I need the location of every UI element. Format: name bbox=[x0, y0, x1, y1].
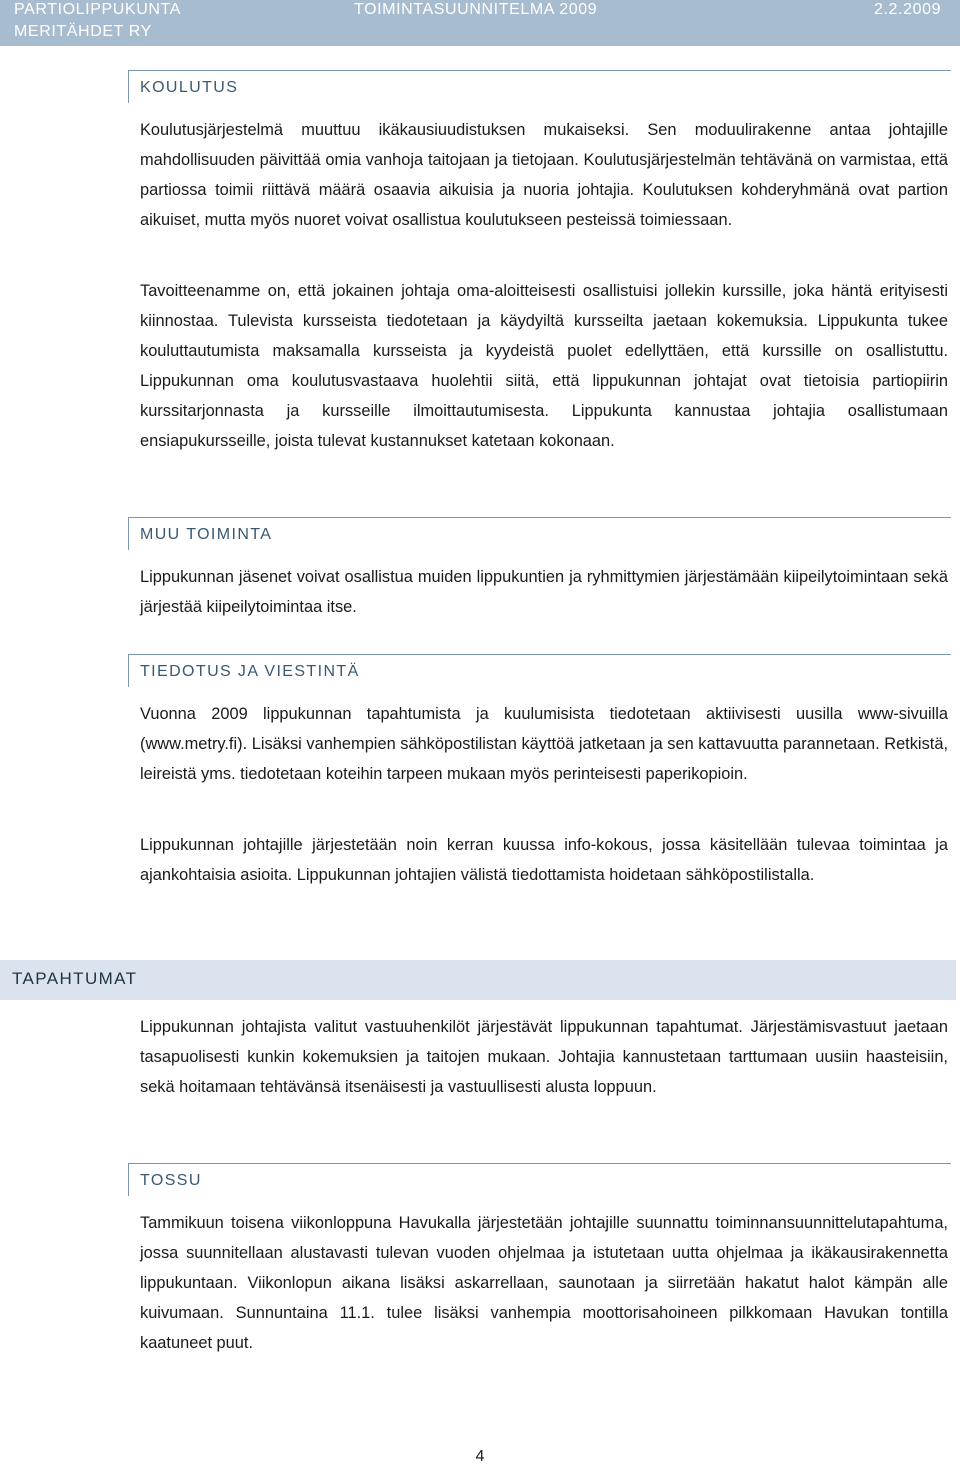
tiedotus-paragraph-2: Lippukunnan johtajille järjestetään noin kerran kuussa info-kokous, jossa käsitellään tulevaa toimintaa ja ajankohtaisia asioita. Lippukunnan johtajien välistä tiedottamista hoidetaan sähköpostilistalla. bbox=[140, 836, 948, 884]
tapahtumat-paragraph-1: Lippukunnan johtajista valitut vastuuhenkilöt järjestävät lippukunnan tapahtumat. Järjestämisvastuut jaetaan tasapuolisesti kunkin kokemuksien ja taitojen mukaan. Johtajia kannustetaan tarttumaan uusiin haasteisiin, sekä hoitamaan tehtävänsä itsenäisesti ja vastuullisesti alusta loppuun. bbox=[140, 1018, 948, 1096]
koulutus-paragraph-1: Koulutusjärjestelmä muuttuu ikäkausiuudistuksen mukaiseksi. Sen moduulirakenne antaa johtajille mahdollisuuden päivittää omia vanhoja taitojaan ja tietojaan. Koulutusjärjestelmän tehtävänä on varmistaa, että partiossa toimii riittävä määrä osaavia aikuisia ja nuoria johtajia. Koulutuksen kohderyhmänä ovat partion aikuiset, mutta myös nuoret voivat osallistua koulutukseen pesteissä toimiessaan. bbox=[140, 121, 948, 229]
muu-toiminta-paragraph-1: Lippukunnan jäsenet voivat osallistua muiden lippukuntien ja ryhmittymien järjestämään kiipeilytoimintaan sekä järjestää kiipeilytoimintaa itse. bbox=[140, 568, 948, 616]
header-org-line2: MERITÄHDET RY bbox=[14, 23, 152, 40]
section-title: MUU TOIMINTA bbox=[140, 526, 273, 543]
tossu-paragraph-1: Tammikuun toisena viikonloppuna Havukalla järjestetään johtajille suunnattu toiminnansuunnittelutapahtuma, jossa suunnitellaan alustavasti tulevan vuoden ohjelmaa ja istutetaan uutta ohjelmaa ja ikäkausirakennetta lippukuntaan. Viikonlopun aikana lisäksi askarrellaan, saunotaan ja siirretään hakatut halot kämpän alle kuivumaan. Sunnuntaina 11.1. tulee lisäksi vanhempia moottorisahoineen pilkkomaan Havukan tontilla kaatuneet puut. bbox=[140, 1214, 948, 1352]
section-title: TIEDOTUS JA VIESTINTÄ bbox=[140, 663, 360, 680]
page-header bbox=[0, 0, 960, 46]
section-title: TAPAHTUMAT bbox=[12, 969, 138, 988]
section-heading-tapahtumat bbox=[0, 960, 956, 1000]
section-heading-koulutus bbox=[128, 70, 951, 103]
tiedotus-paragraph-1: Vuonna 2009 lippukunnan tapahtumista ja kuulumisista tiedotetaan aktiivisesti uusilla www-sivuilla (www.metry.fi). Lisäksi vanhempien sähköpostilistan käyttöä jatketaan ja sen kattavuutta parannetaan. Retkistä, leireistä yms. tiedotetaan koteihin tarpeen mukaan myös perinteisesti paperikopioin. bbox=[140, 705, 948, 783]
header-org-line1: PARTIOLIPPUKUNTA bbox=[14, 1, 181, 18]
header-date: 2.2.2009 bbox=[874, 1, 942, 18]
section-heading-tiedotus bbox=[128, 654, 951, 687]
page-number: 4 bbox=[475, 1448, 485, 1465]
header-document-title: TOIMINTASUUNNITELMA 2009 bbox=[354, 1, 598, 18]
section-heading-tossu bbox=[128, 1163, 951, 1196]
koulutus-paragraph-2: Tavoitteenamme on, että jokainen johtaja oma-aloitteisesti osallistuisi jollekin kurssille, joka häntä erityisesti kiinnostaa. Tulevista kursseista tiedotetaan ja käydyiltä kursseilta jaetaan kokemuksia. Lippukunta tukee kouluttautumista maksamalla kursseista ja kyydeistä puolet edellyttäen, että kurssille on osallistuttu. Lippukunnan oma koulutusvastaava huolehtii siitä, että lippukunnan johtajat ovat tietoisia partiopiirin kurssitarjonnasta ja kursseille ilmoittautumisesta. Lippukunta kannustaa johtajia osallistumaan ensiapukursseille, joista tulevat kustannukset katetaan kokonaan. bbox=[140, 282, 948, 450]
section-heading-muu-toiminta bbox=[128, 517, 951, 550]
section-title: TOSSU bbox=[140, 1172, 202, 1189]
section-title: KOULUTUS bbox=[140, 79, 239, 96]
